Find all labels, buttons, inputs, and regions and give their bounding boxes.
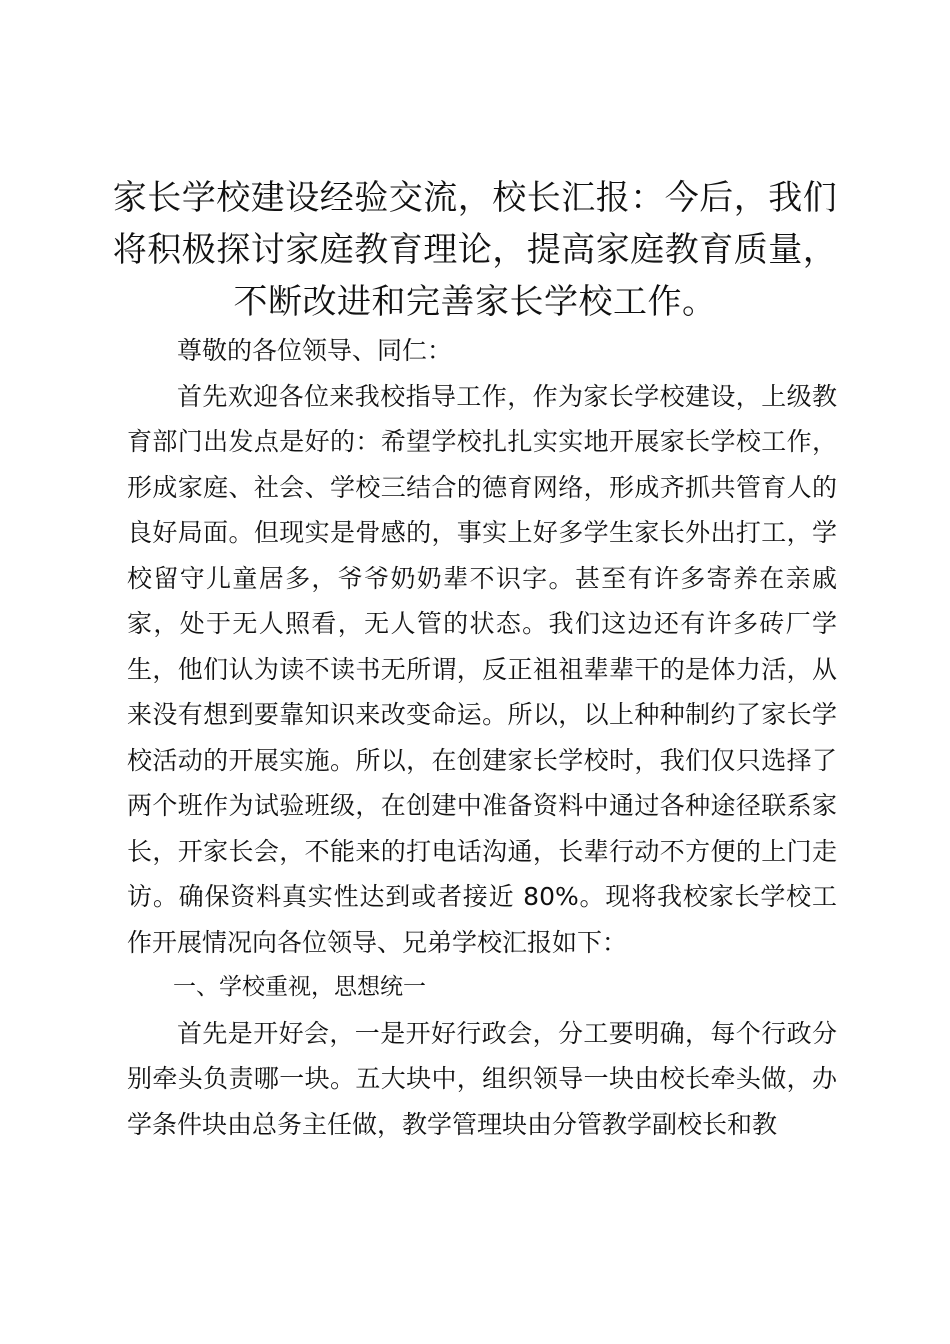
salutation: 尊敬的各位领导、同仁： [177, 336, 453, 365]
paragraph: 首先欢迎各位来我校指导工作，作为家长学校建设，上级教育部门出发点是好的：希望学校扎扎实实地开展家长学校工作，形成家庭、社会、学校三结合的德育网络，形成齐抓共管育人的良好局面。但现实是骨感的，事实上好多学生家长外出打工，学校留守儿童居多，爷爷奶奶辈不识字。甚至有许多寄养在亲戚家，处于无人照看，无人管的状态。我们这边还有许多砖厂学生，他们认为读不读书无所谓，反正祖祖辈辈干的是体力活，从来没有想到要靠知识来改变命运。所以，以上种种制约了家长学校活动的开展实施。所以，在创建家长学校时，我们仅只选择了两个班作为试验班级，在创建中准备资料中通过各种途径联系家长，开家长会，不能来的打电话沟通，长辈行动不方便的上门走访。确保资料真实性达到或者接近 80%。现将我校家长学校工作开展情况向各位领导、兄弟学校汇报如下： [127, 381, 837, 957]
section-heading: 一、学校重视，思想统一 [173, 974, 426, 1000]
document-title: 家长学校建设经验交流，校长汇报：今后，我们将积极探讨家庭教育理论，提高家庭教育质量，不断改进和完善家长学校工作。 [112, 178, 838, 322]
document-body [127, 328, 837, 1147]
paragraph: 首先是开好会，一是开好行政会，分工要明确，每个行政分别牵头负责哪一块。五大块中，组织领导一块由校长牵头做，办学条件块由总务主任做，教学管理块由分管教学副校长和教 [127, 1018, 837, 1139]
